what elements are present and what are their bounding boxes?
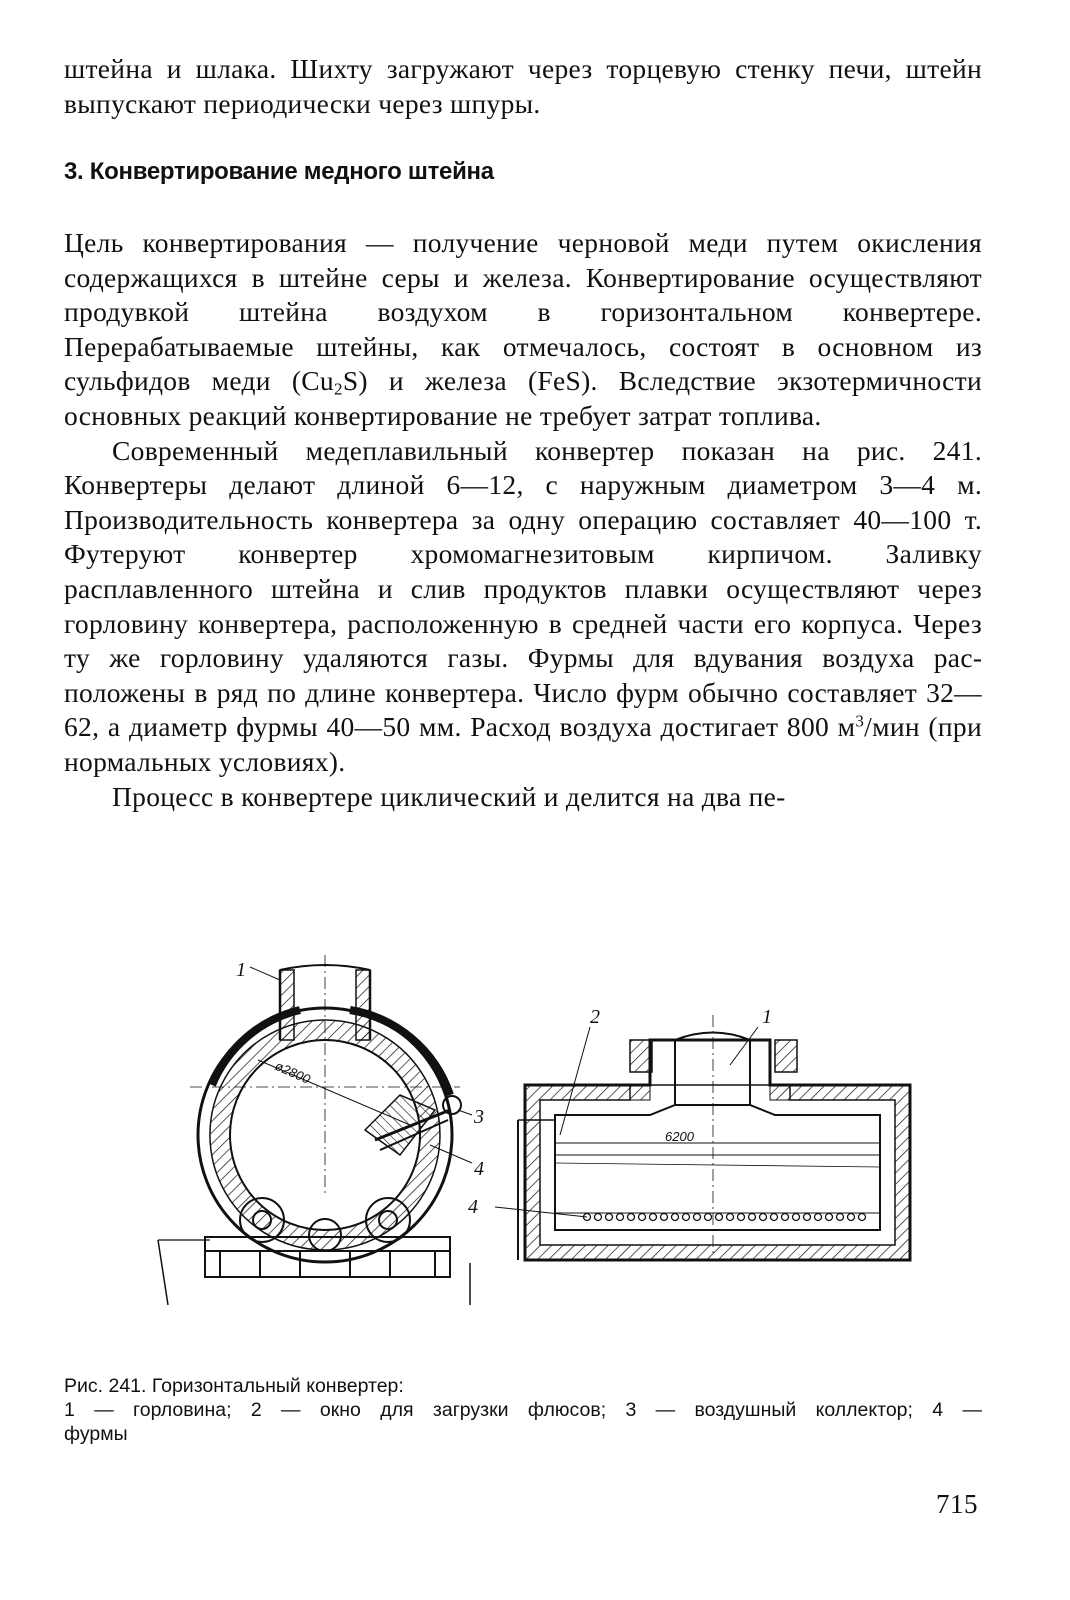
caption-legend-line1: 1 — горловина; 2 — окно для загрузки флюсов; 3 — воздушный коллектор; 4 — [64,1399,982,1421]
figure-caption [64,1374,982,1446]
label-4-left: 4 [474,1158,484,1180]
paragraph-goal-part2: S) и железа (FeS). Вследствие экзотермичности основных реакций конвертирование не требует затрат топлива. [64,365,983,431]
paragraph-process: Процесс в конвертере циклический и делится на два пе- [112,780,786,812]
paragraph-goal-part1: Цель конвертирования — получение черновой меди путем окисления содержащихся в штейне серы и железа. Конвертирование осуществляют продувкой штейна воздухом в горизонтальном конвертере. Перерабатываемые штейны, как отмечалось, состоят в основном из сульфидов меди (Cu [64,227,982,397]
paragraph-goal [64,226,982,434]
intro-text: штейна и шлака. Шихту загружают через торцевую стенку печи, штейн выпускают периодически через шпуры. [64,53,982,119]
caption-title: Рис. 241. Горизонтальный конвертер: [64,1375,404,1397]
superscript-3: 3 [855,711,865,731]
length-label: 6200 [665,1129,694,1144]
body-text [64,226,982,814]
page-number: 715 [936,1489,978,1519]
cross-section-view [158,955,472,1305]
intro-paragraph [64,52,982,121]
paragraph-converter-part2: /мин (при нормальных условиях). [64,711,982,777]
caption-legend-line2: фурмы [64,1423,128,1445]
label-3-left: 3 [474,1106,484,1128]
converter-figure [150,945,1000,1315]
label-4-right: 4 [468,1196,478,1218]
section-heading: 3. Конвертирование медного штейна [64,158,494,185]
subscript-2: 2 [333,379,343,399]
paragraph-converter-part1: Современный медеплавильный конвертер показан на рис. 241. Конвертеры делают длиной 6—12, с наружным диаметром 3—4 м. Производительность конвертера за одну операцию составляет 40—100 т. Футеруют конвертер хромомагнезитовым кирпичом. Заливку расплавленного штейна и слив продуктов плавки осуществляют через горловину конвертера, расположенную в средней части его корпуса. Через ту же горловину удаляются газы. Фурмы для вдувания воздуха расположены в ряд по длине конвертера. Число фурм обычно составляет 32—62, а диаметр фурмы 40—50 мм. Расход воздуха достигает 800 м [64,434,982,743]
paragraph-converter [64,434,982,780]
label-1-right: 1 [762,1006,772,1028]
diameter-label: ø2800 [272,1058,313,1087]
label-2-right: 2 [590,1006,600,1028]
longitudinal-section-view [495,1015,910,1260]
label-1-left: 1 [236,959,246,981]
